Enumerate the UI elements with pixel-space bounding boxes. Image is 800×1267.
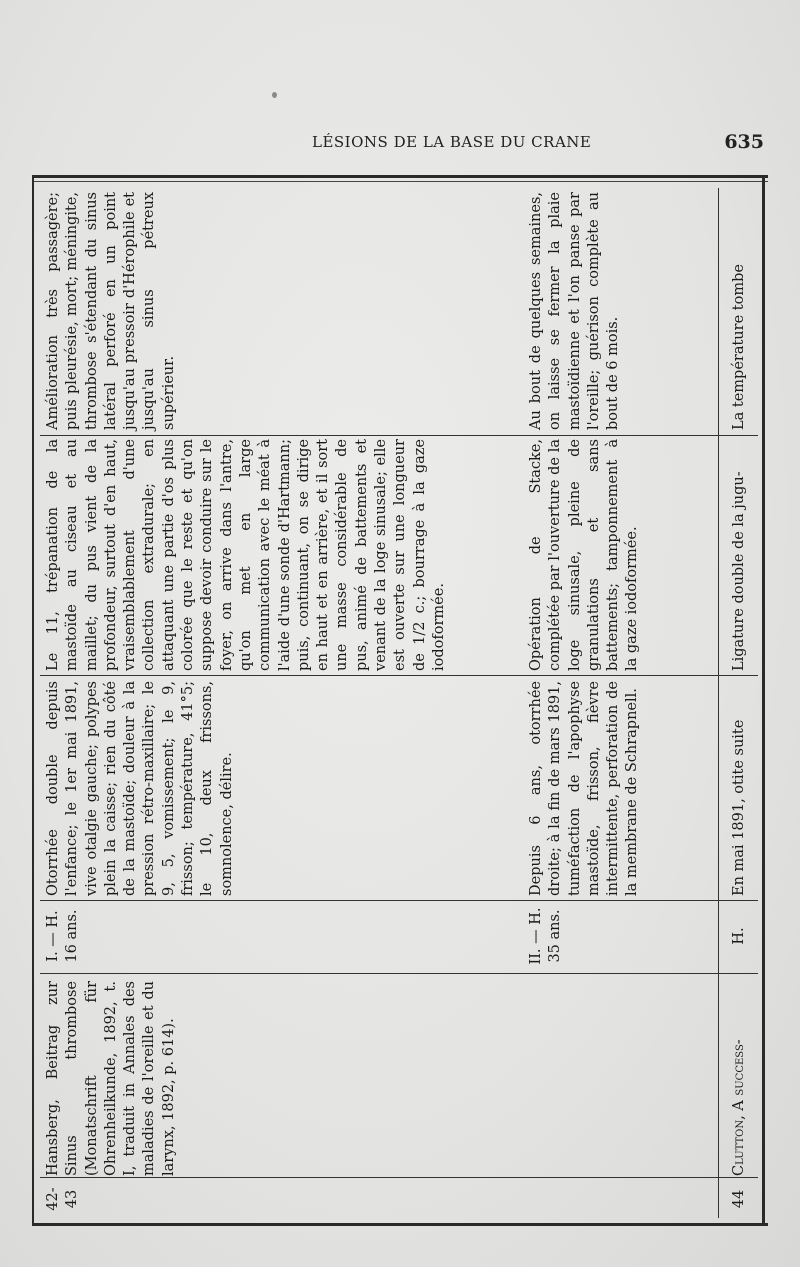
page-number: 635 bbox=[724, 131, 764, 153]
history: En mai 1891, otite suite bbox=[731, 719, 747, 896]
ink-speck bbox=[272, 92, 277, 98]
table-border-right bbox=[762, 175, 765, 1226]
table-row bbox=[40, 188, 485, 1218]
table-border-left bbox=[32, 175, 34, 1226]
operation: Opération de Stacke, complétée par l'ouverture de la loge sinusale, pleine de granulations et sans battements; tamponnement à la gaze iodoformée. bbox=[528, 439, 641, 671]
case-table bbox=[40, 188, 758, 1218]
table-row bbox=[523, 188, 693, 1218]
case-number: 42-43 bbox=[45, 1187, 81, 1211]
history: Depuis 6 ans, otorrhée droite; à la fin de mars 1891, tuméfaction de l'apophyse mastoïde, frisson, fièvre intermittente, perforation de la membrane de Schrapnell. bbox=[528, 681, 641, 896]
result: La température tombe bbox=[731, 264, 747, 430]
sex-age: II. — H. 35 ans. bbox=[528, 907, 564, 965]
row-divider bbox=[718, 188, 719, 1218]
running-title: LÉSIONS DE LA BASE DU CRANE bbox=[312, 133, 592, 151]
reference: Clutton, A success- bbox=[731, 1039, 747, 1176]
reference-text: Hansberg, Beitrag zur Sinus thrombose (Monatschrift für Ohrenheilkunde, 1892, t. I, traduit in Annales des maladies de l'oreille et du larynx, 1892, p. 614). bbox=[45, 981, 177, 1176]
operation: Le 11, trépanation de la mastoïde au ciseau et au maillet; du pus vient de la profondeur, surtout d'en haut, vraisemblablement d'une collection extradurale; en attaquant une partie d'os plus colorée que le reste et qu'on suppose devoir conduire sur le foyer, on arrive dans l'antre, qu'on met en large communication avec le méat à l'aide d'une sonde d'Hartmann; puis, continuant, on se dirige en haut et en arrière, et il sort une masse considérable de pus, animé de battements et venant de la loge sinusale; elle est ouverte sur une longueur de 1/2 c.; bourrage à la gaze iodoformée. bbox=[45, 439, 447, 671]
result: Amélioration très passagère; puis pleurésie, mort; méningite, thrombose s'étendant du sinus latéral perforé en un point jusqu'au pressoir d'Hérophile et jusqu'au sinus pétreux supérieur. bbox=[45, 192, 177, 430]
result: Au bout de quelques semaines, on laisse se fermer la plaie mastoïdienne et l'on panse par l'oreille; guérison complète au bout de 6 mois. bbox=[528, 192, 622, 430]
table-border-top bbox=[32, 175, 768, 178]
table-border-top-inner bbox=[32, 181, 768, 182]
reference bbox=[44, 981, 179, 1176]
sex-age: I. — H. 16 ans. bbox=[45, 909, 81, 963]
case-number: 44 bbox=[731, 1189, 747, 1209]
history: Otorrhée double depuis l'enfance; le 1er mai 1891, vive otalgie gauche; polypes plein la caisse; rien du côté de la mastoïde; douleur à la pression rétro-maxillaire; le 9, 5, vomissement; le 9, frisson; température, 41°5; le 10, deux frissons, somnolence, délire. bbox=[45, 681, 235, 896]
running-head bbox=[300, 133, 770, 155]
operation: Ligature double de la jugu- bbox=[731, 471, 747, 671]
table-row bbox=[730, 188, 758, 1218]
sex-age: H. bbox=[731, 927, 747, 945]
table-border-bottom bbox=[32, 1223, 768, 1226]
